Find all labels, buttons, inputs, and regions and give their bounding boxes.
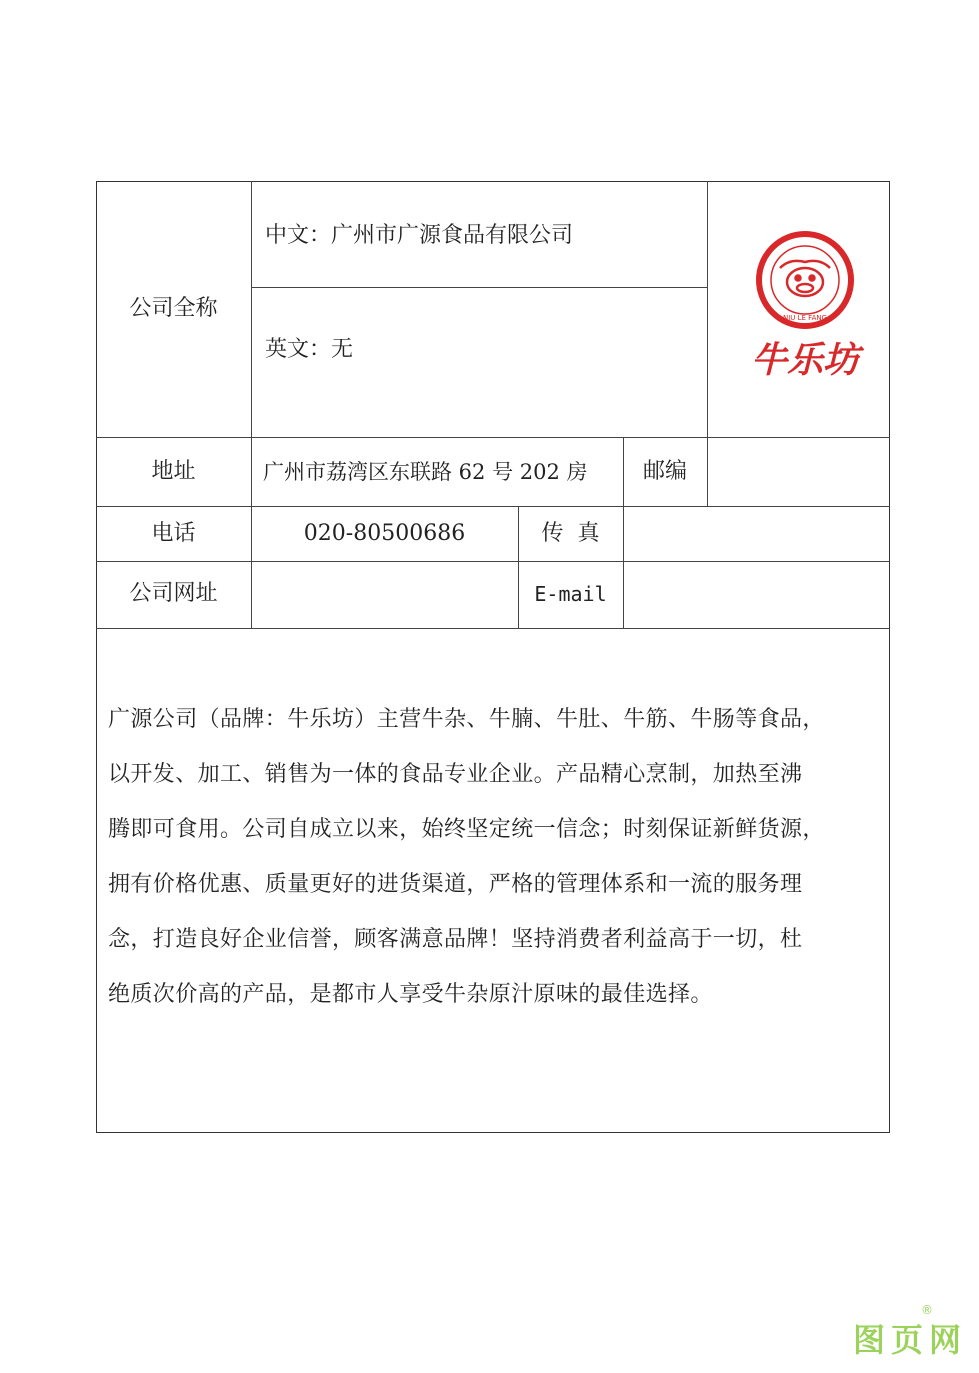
address-value: 广州市荔湾区东联路 62 号 202 房 [263,460,588,484]
company-description: 广源公司（品牌：牛乐坊）主营牛杂、牛腩、牛肚、牛筋、牛肠等食品， 以开发、加工、销售为一体的食品专业企业。产品精心烹制，加热至沸 腾即可食用。公司自成立以来，始终坚定统一信念；时刻保证新鲜货源， 拥有价格优惠、质量更好的进货渠道，严格的管理体系和一流的服务理 念，打造良好企业信誉，顾客满意品牌！坚持消费者利益高于一切，杜 绝质次价高的产品，是都市人享受牛杂原汁原味的最佳选择。 [108,707,825,1007]
watermark-registered-mark: ® [921,1303,933,1317]
postcode-label: 邮编 [642,459,687,484]
english-name-value: 英文：无 [265,337,354,362]
watermark-text: 图页网 [852,1321,967,1359]
chinese-name-value: 中文：广州市广源食品有限公司 [265,223,574,248]
col-divider-logo [707,181,708,506]
logo-outer-ring [759,234,851,326]
logo-inner-ring [771,246,839,314]
row-divider-website [96,561,890,562]
email-label: E-mail [534,582,607,606]
niulefang-logo [740,230,870,390]
row-divider-name-split [251,287,707,288]
phone-value: 020-80500686 [303,521,466,546]
row-divider-description [96,628,890,629]
bull-head-icon [780,261,830,296]
company-name-label: 公司全称 [129,296,218,321]
row-divider-address [96,437,890,438]
logo-brand-text: 牛乐坊 [750,339,860,381]
address-label: 地址 [151,459,196,484]
logo-ring-text: NIU LE FANG [782,314,828,322]
phone-label: 电话 [151,521,196,546]
fax-label: 传 真 [541,521,600,546]
website-label: 公司网址 [129,581,218,606]
row-divider-phone [96,506,890,507]
col-divider-label [251,181,252,628]
